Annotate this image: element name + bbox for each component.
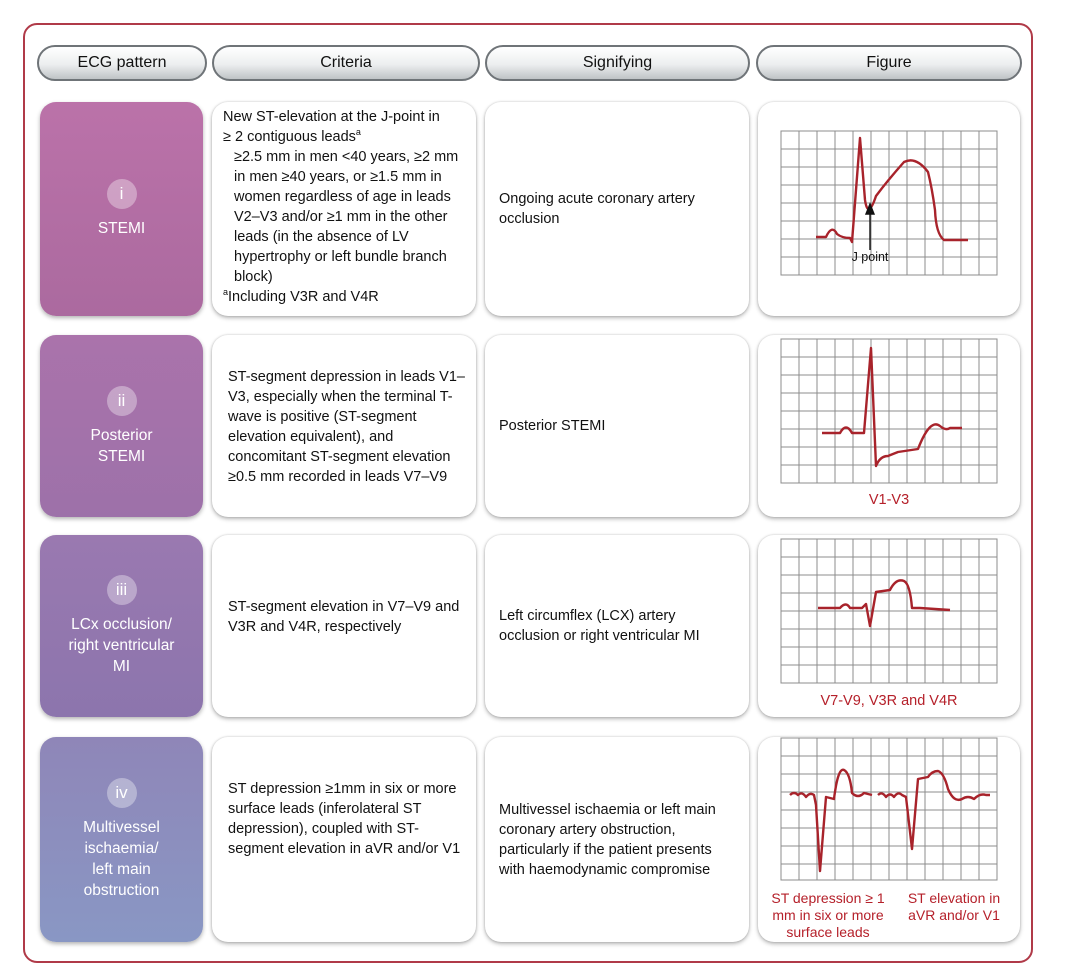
row-label-text: STEMI: [97, 220, 146, 237]
row-numeral: iv: [107, 778, 137, 808]
criteria-card-stemi: [212, 102, 476, 316]
criteria-thresholds: ≥2.5 mm in men <40 years, ≥2 mm in men ≥40 years, or ≥1.5 mm in women regardless of age in leads V2–V3 and/or ≥1 mm in the other leads (in the absence of LV hypertrophy or left bundle branch block): [234, 149, 459, 285]
ecg-trace: [816, 138, 968, 242]
criteria-card-multivessel: [212, 737, 476, 942]
row-label-posterior-stemi: [40, 335, 203, 517]
row-label-text: Multivessel ischaemia/ left main obstruction: [83, 819, 160, 899]
criteria-text: ST depression ≥1mm in six or more surface leads (inferolateral ST depression), coupled with ST-segment elevation in aVR and/or V1: [228, 781, 461, 857]
ecg-trace: [822, 348, 962, 466]
criteria-line-2: ≥ 2 contiguous leads: [223, 129, 356, 145]
figure-caption: V1-V3: [868, 492, 910, 508]
signifying-text: Left circumflex (LCX) artery occlusion or right ventricular MI: [499, 608, 700, 644]
figure-card-lcx: [758, 535, 1020, 717]
row-label-lcx-occlusion: [40, 535, 203, 717]
j-point-label: J point: [851, 250, 889, 264]
ecg-figure-lcx: [780, 538, 1000, 686]
ecg-figure-posterior: [780, 338, 1000, 486]
ecg-trace: [818, 580, 950, 626]
signifying-card-stemi: [485, 102, 749, 316]
header-criteria: Criteria: [212, 45, 480, 81]
criteria-text: [223, 107, 473, 307]
signifying-text: Multivessel ischaemia or left main coronary artery obstruction, particularly if the patient presents with haemodynamic compromise: [499, 801, 716, 878]
criteria-footnote: Including V3R and V4R: [228, 289, 379, 305]
figure-card-posterior: [758, 335, 1020, 517]
figure-caption: V7-V9, V3R and V4R: [820, 693, 958, 709]
header-signifying: Signifying: [485, 45, 750, 81]
ecg-grid: [781, 539, 997, 683]
row-numeral: iii: [107, 575, 137, 605]
footnote-marker: a: [355, 127, 361, 138]
row-numeral: ii: [107, 386, 137, 416]
ecg-grid: [781, 738, 997, 880]
row-label-multivessel: [40, 737, 203, 942]
figure-caption-left: ST depression ≥ 1 mm in six or more surface leads: [771, 890, 885, 940]
ecg-trace-left: [790, 770, 872, 871]
signifying-text: Ongoing acute coronary artery occlusion: [499, 191, 695, 227]
criteria-line-1: New ST-elevation at the J-point in: [223, 109, 440, 125]
criteria-text: ST-segment depression in leads V1–V3, especially when the terminal T-wave is positive (ST-segment elevation equivalent), and concomitant ST-segment elevation ≥0.5 mm recorded in leads V7–V9: [228, 369, 465, 485]
figure-card-stemi: [758, 102, 1020, 316]
criteria-text: ST-segment elevation in V7–V9 and V3R and V4R, respectively: [228, 599, 460, 635]
ecg-figure-stemi: [780, 130, 1000, 278]
footnote-marker: a: [223, 287, 229, 298]
row-label-text: Posterior STEMI: [90, 426, 153, 465]
row-label-stemi: [40, 102, 203, 316]
criteria-card-lcx: [212, 535, 476, 717]
signifying-text: Posterior STEMI: [499, 418, 606, 434]
ecg-figure-multivessel: [780, 737, 1000, 882]
figure-caption-right: ST elevation in aVR and/or V1: [907, 890, 1001, 923]
ecg-grid: [781, 339, 997, 483]
signifying-card-posterior: [485, 335, 749, 517]
header-figure: Figure: [756, 45, 1022, 81]
j-point-arrow: [866, 204, 874, 250]
row-numeral: i: [107, 179, 137, 209]
ecg-grid: [781, 131, 997, 275]
signifying-card-lcx: [485, 535, 749, 717]
criteria-card-posterior: [212, 335, 476, 517]
figure-card-multivessel: [758, 737, 1020, 942]
signifying-card-multivessel: [485, 737, 749, 942]
header-ecg-pattern: ECG pattern: [37, 45, 207, 81]
row-label-text: LCx occlusion/ right ventricular MI: [68, 616, 175, 675]
